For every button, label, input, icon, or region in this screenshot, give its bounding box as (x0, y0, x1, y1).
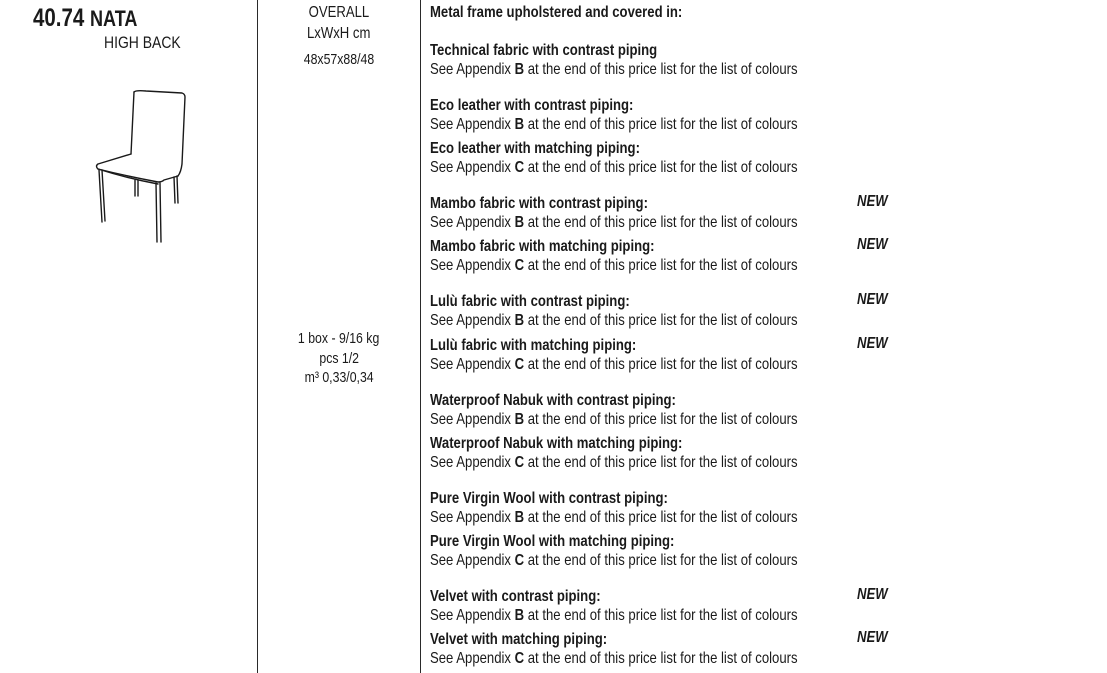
covering-option (430, 96, 878, 134)
dimensions-values: 48x57x88/48 (303, 51, 375, 68)
appendix-letter: C (514, 356, 525, 373)
covering-option-note: See Appendix B at the end of this price list for the list of colours (430, 61, 798, 78)
covering-option-title: Waterproof Nabuk with matching piping: (430, 435, 683, 452)
covering-option-title: Lulù fabric with matching piping: (430, 337, 637, 354)
covering-option (430, 292, 878, 330)
new-badge: NEW (857, 236, 888, 253)
new-badge: NEW (857, 586, 888, 603)
covering-option-title: Eco leather with contrast piping: (430, 97, 634, 114)
covering-option (430, 434, 878, 472)
covering-option-title: Mambo fabric with matching piping: (430, 238, 655, 255)
appendix-letter: B (514, 116, 525, 133)
packaging-volume: m³ 0,33/0,34 (304, 369, 374, 386)
covering-option-note: See Appendix B at the end of this price list for the list of colours (430, 607, 798, 624)
column-divider-right (420, 0, 421, 673)
covering-option-note: See Appendix C at the end of this price list for the list of colours (430, 159, 798, 176)
appendix-letter: C (514, 650, 525, 667)
dimensions-unit-label: LxWxH cm (307, 25, 371, 42)
covering-option-note: See Appendix C at the end of this price list for the list of colours (430, 257, 798, 274)
appendix-letter: C (514, 159, 525, 176)
appendix-letter: B (514, 312, 525, 329)
covering-option-note: See Appendix C at the end of this price list for the list of colours (430, 552, 798, 569)
covering-option-title: Pure Virgin Wool with matching piping: (430, 533, 675, 550)
covering-option-title: Waterproof Nabuk with contrast piping: (430, 392, 676, 409)
appendix-letter: C (514, 257, 525, 274)
covering-option (430, 630, 878, 668)
covering-option-note: See Appendix C at the end of this price list for the list of colours (430, 650, 798, 667)
covering-option-title: Velvet with matching piping: (430, 631, 608, 648)
covering-option-note: See Appendix B at the end of this price list for the list of colours (430, 214, 798, 231)
covering-option-title: Pure Virgin Wool with contrast piping: (430, 490, 668, 507)
covering-option-note: See Appendix C at the end of this price list for the list of colours (430, 356, 798, 373)
covering-option (430, 391, 878, 429)
covering-option-title: Mambo fabric with contrast piping: (430, 195, 648, 212)
covering-option-note: See Appendix B at the end of this price list for the list of colours (430, 411, 798, 428)
covering-option-title: Eco leather with matching piping: (430, 140, 640, 157)
appendix-letter: C (514, 552, 525, 569)
dimensions-heading: OVERALL (308, 4, 370, 21)
new-badge: NEW (857, 335, 888, 352)
covering-option (430, 41, 878, 79)
covering-option (430, 194, 878, 232)
covering-option (430, 532, 878, 570)
covering-option-note: See Appendix B at the end of this price list for the list of colours (430, 116, 798, 133)
description-header: Metal frame upholstered and covered in: (430, 4, 683, 21)
covering-option (430, 587, 878, 625)
appendix-letter: C (514, 454, 525, 471)
product-name: NATA (90, 6, 138, 31)
covering-option-title: Velvet with contrast piping: (430, 588, 601, 605)
covering-option-note: See Appendix C at the end of this price list for the list of colours (430, 454, 798, 471)
covering-option-title: Lulù fabric with contrast piping: (430, 293, 630, 310)
appendix-letter: B (514, 61, 525, 78)
appendix-letter: B (514, 411, 525, 428)
appendix-letter: B (514, 607, 525, 624)
covering-option-title: Technical fabric with contrast piping (430, 42, 658, 59)
covering-option (430, 489, 878, 527)
covering-option (430, 237, 878, 275)
product-code (33, 4, 160, 33)
new-badge: NEW (857, 291, 888, 308)
chair-illustration (86, 84, 192, 249)
new-badge: NEW (857, 629, 888, 646)
appendix-letter: B (514, 509, 525, 526)
covering-option (430, 139, 878, 177)
covering-option-note: See Appendix B at the end of this price list for the list of colours (430, 509, 798, 526)
product-variant: HIGH BACK (104, 33, 181, 52)
packaging-pieces: pcs 1/2 (319, 350, 359, 367)
covering-option (430, 336, 878, 374)
product-code-number: 40.74 (33, 4, 85, 32)
packaging-box: 1 box - 9/16 kg (298, 330, 380, 347)
new-badge: NEW (857, 193, 888, 210)
covering-option-note: See Appendix B at the end of this price list for the list of colours (430, 312, 798, 329)
appendix-letter: B (514, 214, 525, 231)
